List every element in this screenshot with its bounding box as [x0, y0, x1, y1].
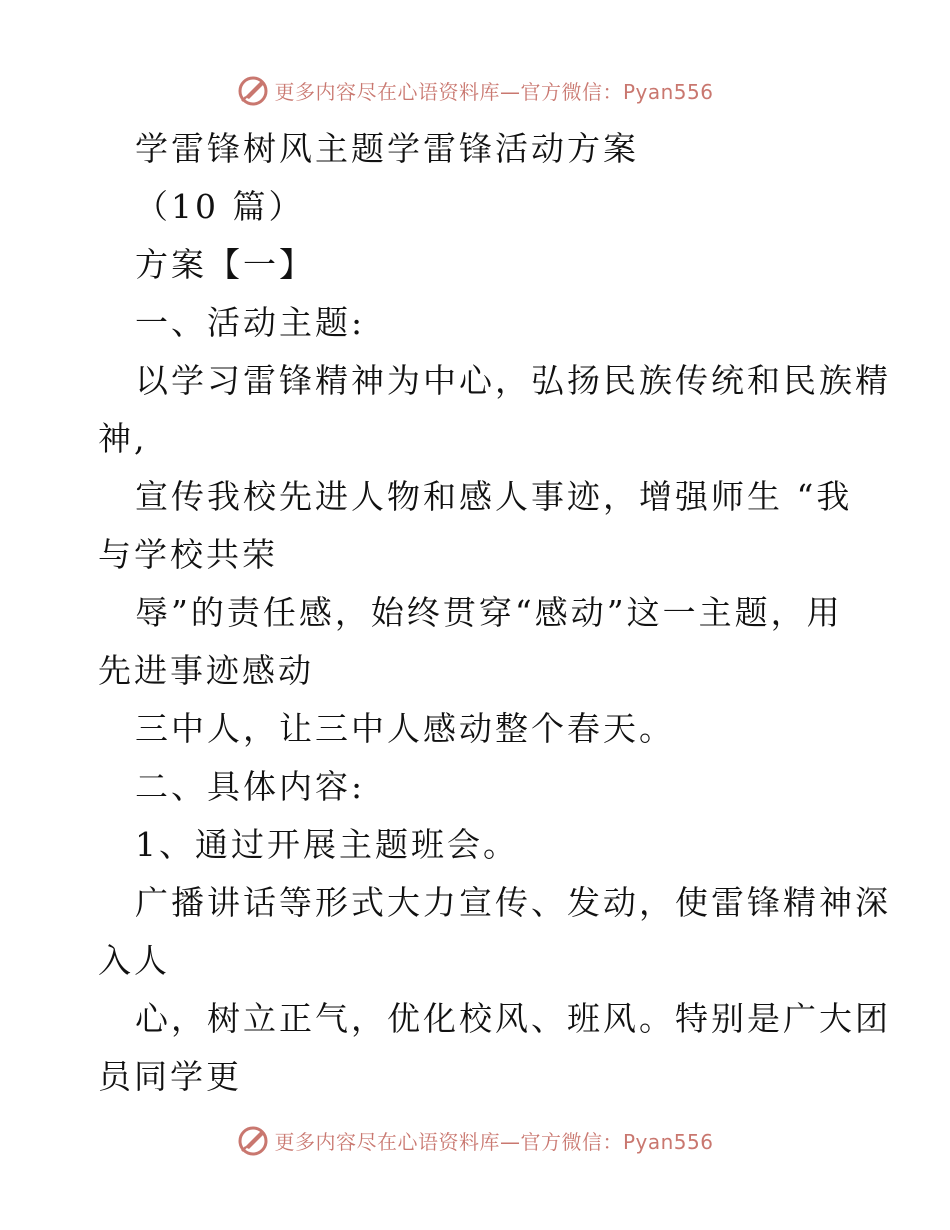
- paragraph-line: 以学习雷锋精神为中心，弘扬民族传统和民族精: [135, 361, 891, 400]
- paragraph-line: 员同学更: [98, 1057, 242, 1096]
- quill-logo-icon: [236, 1123, 270, 1157]
- paragraph-line: 入人: [98, 941, 170, 980]
- section-heading: 方案【一】: [135, 245, 315, 284]
- paragraph-line: 与学校共荣: [98, 535, 278, 574]
- paragraph-line: 广播讲话等形式大力宣传、发动，使雷锋精神深: [135, 883, 891, 922]
- document-subtitle: （10 篇）: [135, 187, 305, 226]
- watermark-banner-top: [0, 70, 950, 110]
- paragraph-line: 先进事迹感动: [98, 651, 314, 690]
- paragraph-line: 心，树立正气，优化校风、班风。特别是广大团: [135, 999, 891, 1038]
- paragraph-line: 三中人，让三中人感动整个春天。: [135, 709, 675, 748]
- list-item: 1、通过开展主题班会。: [135, 825, 519, 864]
- watermark-text: 更多内容尽在心语资料库—官方微信：Pyan556: [274, 1129, 714, 1154]
- document-title: 学雷锋树风主题学雷锋活动方案: [135, 129, 639, 168]
- quill-logo-icon: [236, 73, 270, 107]
- watermark-text: 更多内容尽在心语资料库—官方微信：Pyan556: [274, 79, 714, 104]
- subsection-heading: 二、具体内容:: [135, 767, 366, 806]
- paragraph-line: 辱”的责任感，始终贯穿“感动”这一主题，用: [135, 593, 843, 632]
- paragraph-line: 神,: [98, 419, 148, 458]
- paragraph-line: 宣传我校先进人物和感人事迹，增强师生 “我: [135, 477, 853, 516]
- subsection-heading: 一、活动主题:: [135, 303, 366, 342]
- watermark-banner-bottom: [0, 1120, 950, 1160]
